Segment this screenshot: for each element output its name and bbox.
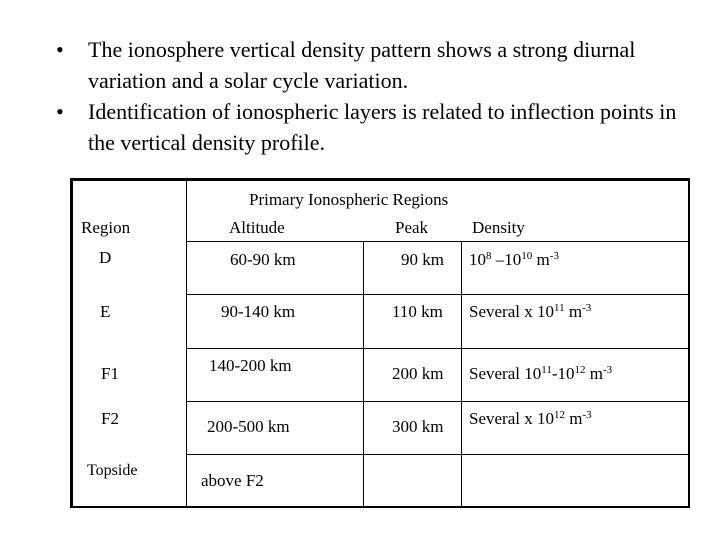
ionosphere-table xyxy=(70,178,690,508)
row-divider xyxy=(186,241,690,242)
region-cell: F1 xyxy=(101,364,119,383)
bullet-list xyxy=(56,34,696,158)
peak-cell: 300 km xyxy=(392,417,444,436)
column-divider xyxy=(186,181,187,508)
bullet-dot-icon: • xyxy=(56,99,64,124)
density-cell: Several x $10^{11}$ $m^{-3}$ xyxy=(469,302,592,321)
altitude-cell: 140-200 km xyxy=(209,356,292,375)
region-cell: D xyxy=(99,248,112,267)
peak-cell: 200 km xyxy=(392,364,444,383)
row-divider xyxy=(186,454,690,455)
density-cell: $10^8$ $-10^{10}$ $m^{-3}$ xyxy=(469,250,559,269)
altitude-cell: 200-500 km xyxy=(207,417,290,436)
header-density: Density xyxy=(472,218,525,237)
bullet-dot-icon: • xyxy=(56,37,64,62)
altitude-cell: 60-90 km xyxy=(230,250,296,269)
bullet-item xyxy=(56,34,696,96)
column-divider xyxy=(363,241,364,508)
peak-cell: 110 km xyxy=(392,302,443,321)
region-cell: Topside xyxy=(87,462,138,479)
row-divider xyxy=(186,401,690,402)
row-divider xyxy=(186,348,690,349)
region-cell: F2 xyxy=(101,409,119,428)
region-cell: E xyxy=(100,302,111,321)
bullet-text: The ionosphere vertical density pattern shows a strong diurnal variation and a solar cycle variation. xyxy=(88,37,636,93)
altitude-cell: 90-140 km xyxy=(221,302,296,321)
density-cell: Several $10^{11}-10^{12}$ $m^{-3}$ xyxy=(469,364,613,383)
column-divider xyxy=(461,241,462,508)
row-divider xyxy=(186,294,690,295)
header-peak: Peak xyxy=(395,218,429,237)
header-region: Region xyxy=(81,218,131,237)
bullet-item xyxy=(56,96,696,158)
density-cell: Several x $10^{12}$ $m^{-3}$ xyxy=(469,409,592,428)
bullet-text: Identification of ionospheric layers is related to inflection points in the vertical density profile. xyxy=(88,99,677,155)
table-caption: Primary Ionospheric Regions xyxy=(249,190,449,209)
peak-cell: 90 km xyxy=(401,250,444,269)
header-altitude: Altitude xyxy=(229,218,285,237)
altitude-cell: above F2 xyxy=(201,471,264,490)
